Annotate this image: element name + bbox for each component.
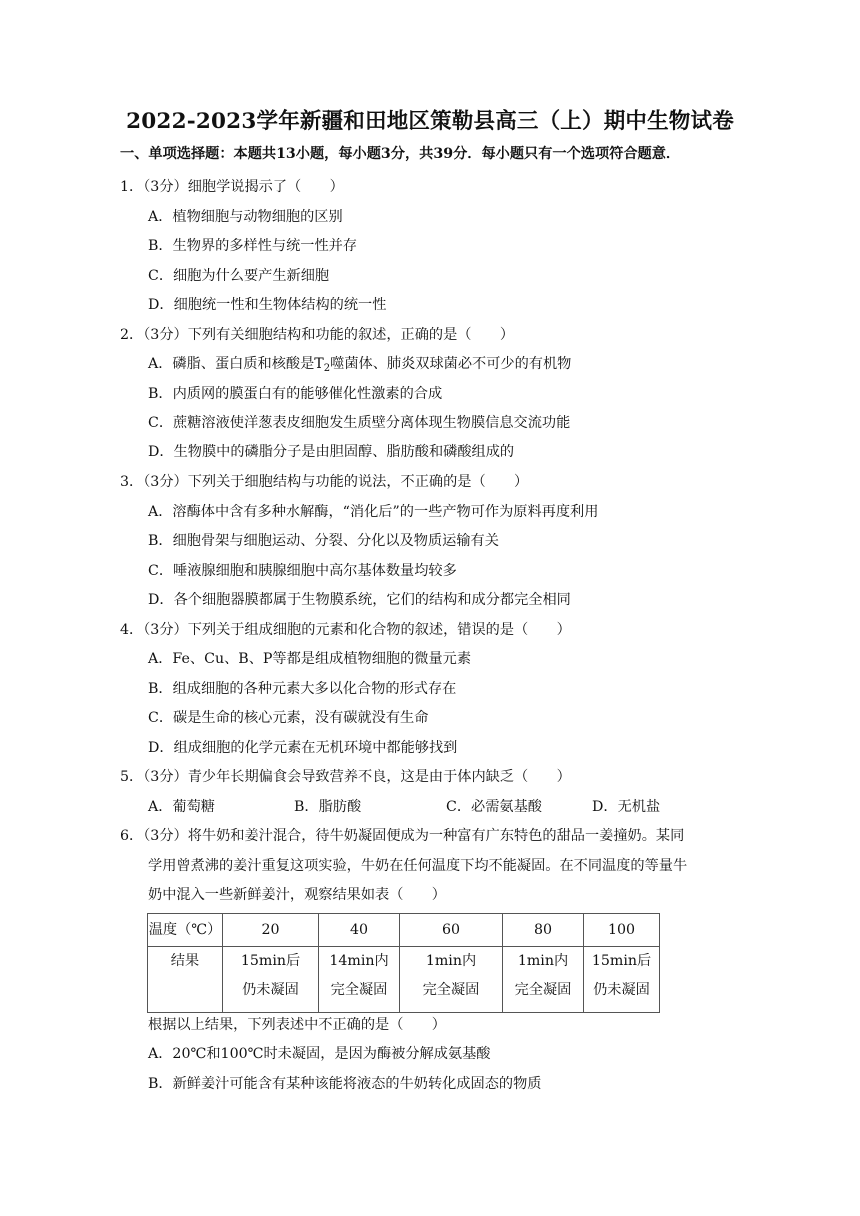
table-result-cell [400, 947, 503, 1013]
result-line2: 仍未凝固 [242, 982, 299, 998]
q2-option-a [148, 354, 571, 374]
q5-option-a: A．葡萄糖 [148, 799, 215, 815]
q6-option-a: A．20℃和100℃时未凝固，是因为酶被分解成氨基酸 [148, 1046, 491, 1062]
q5-option-d: D．无机盐 [592, 799, 661, 815]
table-header-label: 温度（℃） [148, 914, 223, 947]
q1-option-a: A．植物细胞与动物细胞的区别 [148, 209, 343, 225]
q2-option-a-sub: 2 [323, 363, 331, 374]
q6-stem-line3: 奶中混入一些新鲜姜汁，观察结果如表（ ） [148, 887, 446, 903]
table-header-row [148, 914, 660, 947]
table-temp-cell: 60 [400, 914, 503, 947]
q3-option-d: D．各个细胞器膜都属于生物膜系统，它们的结构和成分都完全相同 [148, 592, 571, 608]
table-result-cell [584, 947, 660, 1013]
q3-option-c: C．唾液腺细胞和胰腺细胞中高尔基体数量均较多 [148, 563, 457, 579]
q6-followup: 根据以上结果，下列表述中不正确的是（ ） [148, 1017, 446, 1033]
q4-stem: 4．（3分）下列关于组成细胞的元素和化合物的叙述，错误的是（ ） [120, 622, 571, 638]
result-line2: 完全凝固 [422, 982, 480, 998]
q3-option-a: A．溶酶体中含有多种水解酶，“消化后”的一些产物可作为原料再度利用 [148, 504, 599, 520]
q5-option-b: B．脂肪酸 [294, 799, 362, 815]
q2-option-d: D．生物膜中的磷脂分子是由胆固醇、脂肪酸和磷酸组成的 [148, 444, 515, 460]
q2-option-a-post: 噬菌体、肺炎双球菌必不可少的有机物 [330, 356, 572, 372]
q5-stem: 5．（3分）青少年长期偏食会导致营养不良，这是由于体内缺乏（ ） [120, 769, 571, 785]
result-line1: 1min内 [425, 953, 477, 969]
q5-option-c: C．必需氨基酸 [446, 799, 542, 815]
q4-option-d: D．组成细胞的化学元素在无机环境中都能够找到 [148, 740, 458, 756]
q2-stem: 2．（3分）下列有关细胞结构和功能的叙述，正确的是（ ） [120, 327, 515, 343]
table-temp-cell: 40 [319, 914, 400, 947]
result-line1: 15min后 [240, 953, 301, 969]
section-heading: 一、单项选择题：本题共13小题，每小题3分，共39分．每小题只有一个选项符合题意． [120, 146, 681, 162]
q1-stem: 1．（3分）细胞学说揭示了（ ） [120, 179, 344, 195]
result-line1: 14min内 [329, 953, 389, 969]
q1-option-b: B．生物界的多样性与统一性并存 [148, 238, 358, 254]
q4-option-a: A．Fe、Cu、B、P等都是组成植物细胞的微量元素 [148, 651, 472, 667]
result-line2: 完全凝固 [330, 982, 388, 998]
result-line1: 1min内 [517, 953, 569, 969]
q6-stem-line1: 6．（3分）将牛奶和姜汁混合，待牛奶凝固便成为一种富有广东特色的甜品一姜撞奶。某同 [120, 828, 685, 844]
result-line1: 15min后 [591, 953, 652, 969]
q4-option-b: B．组成细胞的各种元素大多以化合物的形式存在 [148, 681, 457, 697]
table-result-cell [223, 947, 319, 1013]
document-title: 2022-2023学年新疆和田地区策勒县高三（上）期中生物试卷 [126, 109, 734, 134]
table-result-cell [503, 947, 584, 1013]
temperature-result-table [147, 913, 660, 1013]
q2-option-b: B．内质网的膜蛋白有的能够催化性激素的合成 [148, 386, 443, 402]
q2-option-c: C．蔗糖溶液使洋葱表皮细胞发生质壁分离体现生物膜信息交流功能 [148, 415, 571, 431]
table-result-label: 结果 [148, 947, 223, 1013]
table-result-cell [319, 947, 400, 1013]
table-temp-cell: 80 [503, 914, 584, 947]
q4-option-c: C．碳是生命的核心元素，没有碳就没有生命 [148, 710, 429, 726]
result-line2: 仍未凝固 [593, 982, 650, 998]
q1-option-c: C．细胞为什么要产生新细胞 [148, 268, 330, 284]
table-temp-cell: 100 [584, 914, 660, 947]
q6-option-b: B．新鲜姜汁可能含有某种该能将液态的牛奶转化成固态的物质 [148, 1076, 542, 1092]
q3-option-b: B．细胞骨架与细胞运动、分裂、分化以及物质运输有关 [148, 533, 499, 549]
q2-option-a-pre: A．磷脂、蛋白质和核酸是T [148, 356, 324, 372]
q3-stem: 3．（3分）下列关于细胞结构与功能的说法，不正确的是（ ） [120, 474, 529, 490]
q1-option-d: D．细胞统一性和生物体结构的统一性 [148, 297, 387, 313]
q6-stem-line2: 学用曾煮沸的姜汁重复这项实验，牛奶在任何温度下均不能凝固。在不同温度的等量牛 [148, 858, 688, 874]
result-line2: 完全凝固 [514, 982, 572, 998]
table-result-row [148, 947, 660, 1013]
table-temp-cell: 20 [223, 914, 319, 947]
